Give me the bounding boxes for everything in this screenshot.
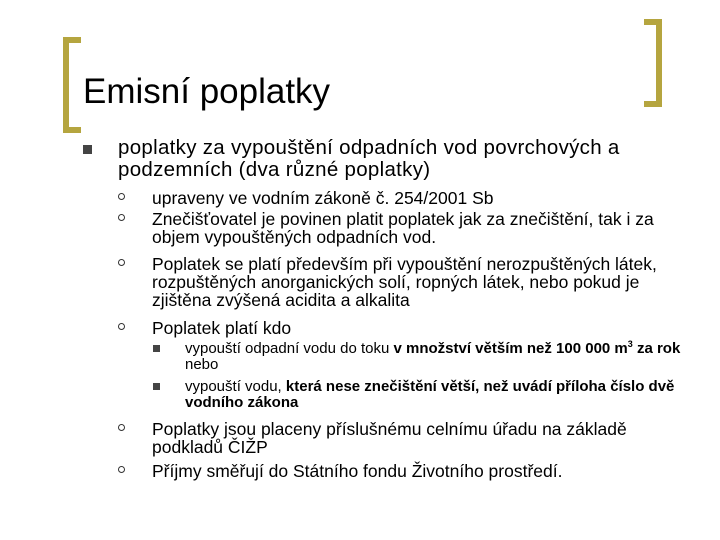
bold-run: která nese znečištění větší, než uvádí příloha číslo dvě vodního zákona [185, 378, 675, 411]
square-bullet-icon [83, 145, 92, 154]
text-run: nebo [185, 356, 219, 373]
sub-item-text: Příjmy směřují do Státního fondu Životního prostředí. [152, 461, 563, 481]
ring-bullet-icon [118, 323, 125, 330]
bold-run: v množství větším než 100 000 m [393, 340, 628, 357]
superscript: 3 [627, 339, 633, 349]
ring-bullet-icon [118, 193, 125, 200]
sub-item-text: Poplatek se platí především při vypouštění nerozpuštěných látek, rozpuštěných anorganických solí, ropných látek, nebo pokud je zjištěna zvýšená acidita a alkalita [152, 254, 657, 310]
bracket-right-bottom-decoration [644, 101, 662, 107]
bracket-right-decoration [656, 19, 662, 107]
sub-item-text: upraveny ve vodním zákoně č. 254/2001 Sb [152, 188, 494, 208]
bracket-left-decoration [63, 37, 69, 133]
ring-bullet-icon [118, 259, 125, 266]
main-bullet-text: poplatky za vypouštění odpadních vod povrchových a podzemních (dva různé poplatky) [118, 136, 620, 181]
slide-title: Emisní poplatky [83, 72, 331, 111]
square-bullet-icon [153, 383, 160, 390]
sub-item-text: Znečišťovatel je povinen platit poplatek jak za znečištění, tak i za objem vypouštěných odpadních vod. [152, 209, 654, 247]
ring-bullet-icon [118, 466, 125, 473]
bold-run: za rok [632, 340, 681, 357]
text-run: vypouští vodu, [185, 378, 286, 395]
square-bullet-icon [153, 345, 160, 352]
sub-item-text: Poplatky jsou placeny příslušnému celnímu úřadu na základě podkladů ČIŽP [152, 419, 627, 457]
text-run: vypouští odpadní vodu do toku [185, 340, 394, 357]
sub-sub-item-text [185, 379, 697, 411]
bracket-right-top-decoration [644, 19, 662, 25]
sub-sub-item-text [185, 341, 697, 373]
ring-bullet-icon [118, 214, 125, 221]
bracket-left-top-decoration [63, 37, 81, 43]
ring-bullet-icon [118, 424, 125, 431]
sub-item-text: Poplatek platí kdo [152, 318, 292, 338]
bracket-left-bottom-decoration [63, 127, 81, 133]
